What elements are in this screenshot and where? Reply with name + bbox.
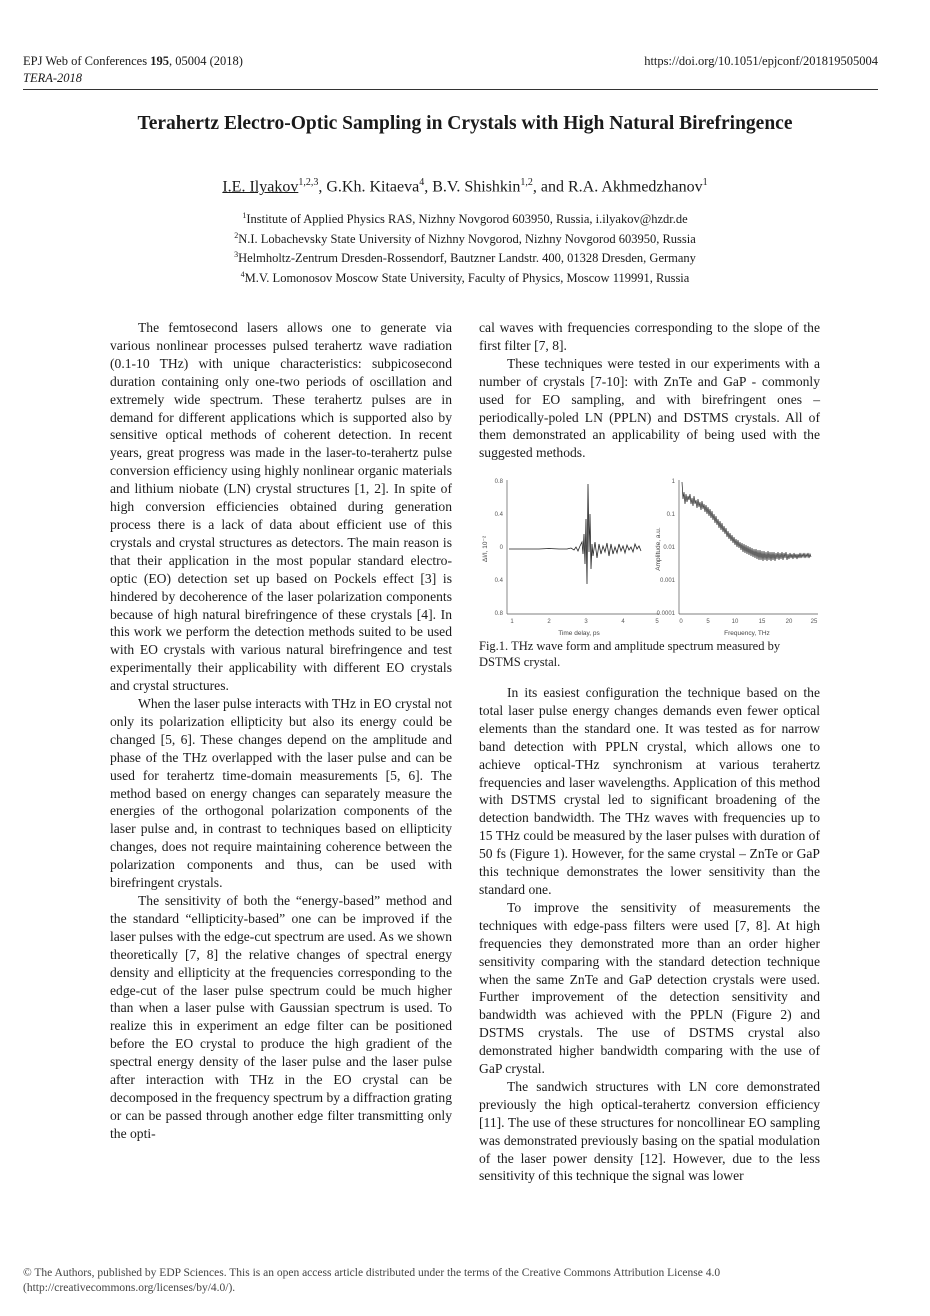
affiliation — [100, 267, 830, 287]
author-sup: 1,2,3 — [298, 177, 319, 188]
y-tick-label: 0.8 — [494, 611, 503, 617]
y-axis-label: ΔI/I, 10⁻² — [482, 535, 489, 563]
author-name: G.Kh. Kitaeva — [326, 178, 420, 196]
figure-1 — [479, 474, 820, 642]
paragraph: The femtosecond lasers allows one to generate via various nonlinear processes pulsed terahertz wave radiation (0.1-10 THz) with unique characteristics: subpicosecond duration containing only one-two periods of oscillation and extremely wide spectrum. These terahertz pulses are in demand for different applications which is supported also by sensitive optical methods of coherent detection. In recent years, great progress was made in the laser-to-terahertz pulse conversion efficiency using highly nonlinear organic materials and lithium niobate (LN) crystal structures [1, 2]. In spite of high conversion efficiencies obtained during generation process there is a lack of data about efficient use of this crystals and crystal structures as detectors. The main reason is that their application in the most popular standard electro-optic (EO) detection set up based on Pockels effect [3] is hindered by decoherence of the laser polarization components because of high natural birefringence of these crystals [4]. In this work we perform the detection methods suited to be used with EO crystals with various natural birefringence and test experimentally their applicability with different EO crystals and crystal structures. — [110, 320, 452, 694]
journal-header — [23, 53, 243, 87]
author-name: I.E. Ilyakov — [222, 178, 299, 196]
author-separator: , — [424, 178, 433, 196]
affiliation-sup: 1 — [242, 211, 247, 220]
y-tick-label: 0.8 — [494, 479, 503, 485]
license-text: © The Authors, published by EDP Sciences. This is an open access article distributed under the terms of the Creative Commons Attribution License 4.0 — [23, 1267, 721, 1279]
left-column — [110, 319, 452, 1143]
author-sup: 1,2 — [520, 177, 533, 188]
x-tick-label: 2 — [547, 619, 551, 625]
x-axis-label: Frequency, THz — [724, 630, 770, 637]
author-name: B.V. Shishkin — [432, 178, 521, 196]
paragraph: In its easiest configuration the technique based on the total laser pulse energy changes demands even fewer optical elements than the standard one. It was tested as for narrow band detection with PPLN crystal, which allows one to achieve optical-THz synchronism at various terahertz frequencies and laser wavelengths. Application of this method with DSTMS crystal led to significant broadening of the detection bandwidth. The THz waves with frequencies up to 15 THz could be measured by the laser pulses with duration of 50 fs (Figure 1). However, for the same crystal – ZnTe or GaP this technique demonstrates the lower sensitivity than the standard one. — [479, 685, 820, 897]
affiliations — [100, 208, 830, 287]
right-column-bottom — [479, 684, 820, 1185]
author-list — [60, 177, 870, 196]
paragraph: The sensitivity of both the “energy-based” method and the standard “ellipticity-based” one can be improved if the laser pulses with the edge-cut spectrum are used. As we shown theoretically [7, 8] the relative changes of spectral energy density and ellipticity at the frequencies corresponding to the edge-cut of the laser pulse spectrum could be much higher than when a laser pulse with Gaussian spectrum is used. To realize this in experiment an edge filter can be positioned before the EO crystal to produce the high gradient of the spectral energy density of the laser pulse and the laser pulse after interaction with THz in the EO crystal can be decomposed in the frequency spectrum by a diffraction grating or can be passed through another edge filter transmitting only the opti- — [110, 893, 452, 1141]
y-tick-label: 0.01 — [663, 545, 675, 551]
x-tick-label: 1 — [510, 619, 514, 625]
journal-volume: 195 — [150, 54, 169, 68]
x-tick-label: 20 — [785, 619, 793, 625]
author-separator: , — [318, 178, 327, 196]
x-tick-label: 25 — [810, 619, 818, 625]
x-tick-label: 4 — [621, 619, 625, 625]
paper-title: Terahertz Electro-Optic Sampling in Crystals with High Natural Birefringence — [137, 113, 793, 134]
y-tick-label: 0.0001 — [656, 611, 675, 617]
paragraph: These techniques were tested in our experiments with a number of crystals [7-10]: with ZnTe and GaP - commonly used for EO sampling, and with birefringent ones – periodically-poled LN (PPLN) and DSTMS crystals. All of them demonstrated an applicability of being used with the suggested methods. — [479, 355, 820, 461]
x-tick-label: 5 — [706, 619, 710, 625]
conference-name: TERA-2018 — [23, 71, 83, 85]
y-tick-label: 0 — [499, 545, 503, 551]
waveform-trace — [509, 484, 641, 584]
journal-prefix: EPJ Web of Conferences — [23, 54, 151, 68]
x-axis-label: Time delay, ps — [558, 630, 600, 637]
figure-1-plots — [479, 474, 820, 642]
affiliation-sup: 2 — [234, 230, 239, 240]
affiliation — [100, 228, 830, 248]
x-tick-label: 0 — [679, 619, 683, 625]
paragraph: cal waves with frequencies corresponding to the slope of the first filter [7, 8]. — [479, 320, 820, 353]
x-tick-label: 5 — [655, 619, 659, 625]
y-axis-label: Amplitude, a.u. — [655, 527, 662, 571]
author-name: R.A. Akhmedzhanov — [567, 178, 703, 196]
author-separator: , and — [532, 178, 568, 196]
waveform-panel — [482, 479, 659, 637]
affiliation-sup: 3 — [234, 250, 239, 260]
paragraph: To improve the sensitivity of measurements the techniques with edge-pass filters were used [7, 8]. At high frequencies they demonstrated more than an order higher sensitivity comparing with the standard detection technique when the same ZnTe and GaP detection crystals were used. Further improvement of the detection sensitivity and bandwidth was achieved with the PPLN (Figure 2) and DSTMS crystals. The use of DSTMS crystal also demonstrated higher bandwidth comparing with the use of GaP crystal. — [479, 899, 820, 1077]
y-tick-label: 0.4 — [494, 578, 503, 584]
affiliation-text: Institute of Applied Physics RAS, Nizhny Novgorod 603950, Russia, i.ilyakov@hzdr.de — [246, 212, 688, 227]
paragraph: The sandwich structures with LN core demonstrated previously the high optical-terahertz conversion efficiency [11]. The use of these structures for noncollinear EO sampling was demonstrated previously basing on the spatial modulation of the laser power density [12]. However, due to the less sensitivity of this technique the signal was lower — [479, 1078, 820, 1184]
affiliation-sup: 4 — [240, 269, 245, 279]
doi-link[interactable]: https://doi.org/10.1051/epjconf/201819505004 — [644, 54, 878, 68]
author-sup: 4 — [419, 177, 425, 188]
y-tick-label: 1 — [671, 479, 675, 485]
x-tick-label: 15 — [758, 619, 766, 625]
x-tick-label: 3 — [584, 619, 588, 625]
paragraph: When the laser pulse interacts with THz in EO crystal not only its polarization ellipticity but also its energy could be changed [5, 6]. These changes depend on the amplitude and phase of the THz overlapped with the laser pulse and can be used for terahertz time-domain measurements [5, 6]. The method based on energy changes can separately measure the energies of the orthogonal polarization components of the laser pulse and, in contrast to techniques based on ellipticity changes, does not require maintaining coherence between the polarization components and thus, can be used with birefringent crystals. — [110, 696, 452, 891]
y-tick-label: 0.4 — [494, 512, 503, 518]
y-tick-label: 0.1 — [666, 512, 675, 518]
license-footer — [23, 1266, 883, 1296]
x-tick-label: 10 — [731, 619, 739, 625]
article-number: , 05004 (2018) — [168, 54, 243, 68]
figure-caption: Fig.1. THz wave form and amplitude spectrum measured by DSTMS crystal. — [479, 639, 781, 669]
affiliation — [100, 247, 830, 267]
spectrum-trace — [682, 482, 811, 561]
header-divider — [23, 89, 878, 90]
affiliation-text: N.I. Lobachevsky State University of Nizhny Novgorod, Nizhny Novgorod 603950, Russia — [238, 231, 696, 246]
y-tick-label: 0.001 — [659, 578, 675, 584]
right-column-top — [479, 319, 820, 462]
spectrum-panel — [655, 479, 818, 637]
affiliation-text: Helmholtz-Zentrum Dresden-Rossendorf, Bautzner Landstr. 400, 01328 Dresden, Germany — [238, 251, 696, 266]
license-link[interactable]: (http://creativecommons.org/licenses/by/4.0/). — [23, 1282, 236, 1294]
author-sup: 1 — [702, 177, 708, 188]
affiliation-text: M.V. Lomonosov Moscow State University, Faculty of Physics, Moscow 119991, Russia — [244, 271, 690, 286]
affiliation — [100, 208, 830, 228]
